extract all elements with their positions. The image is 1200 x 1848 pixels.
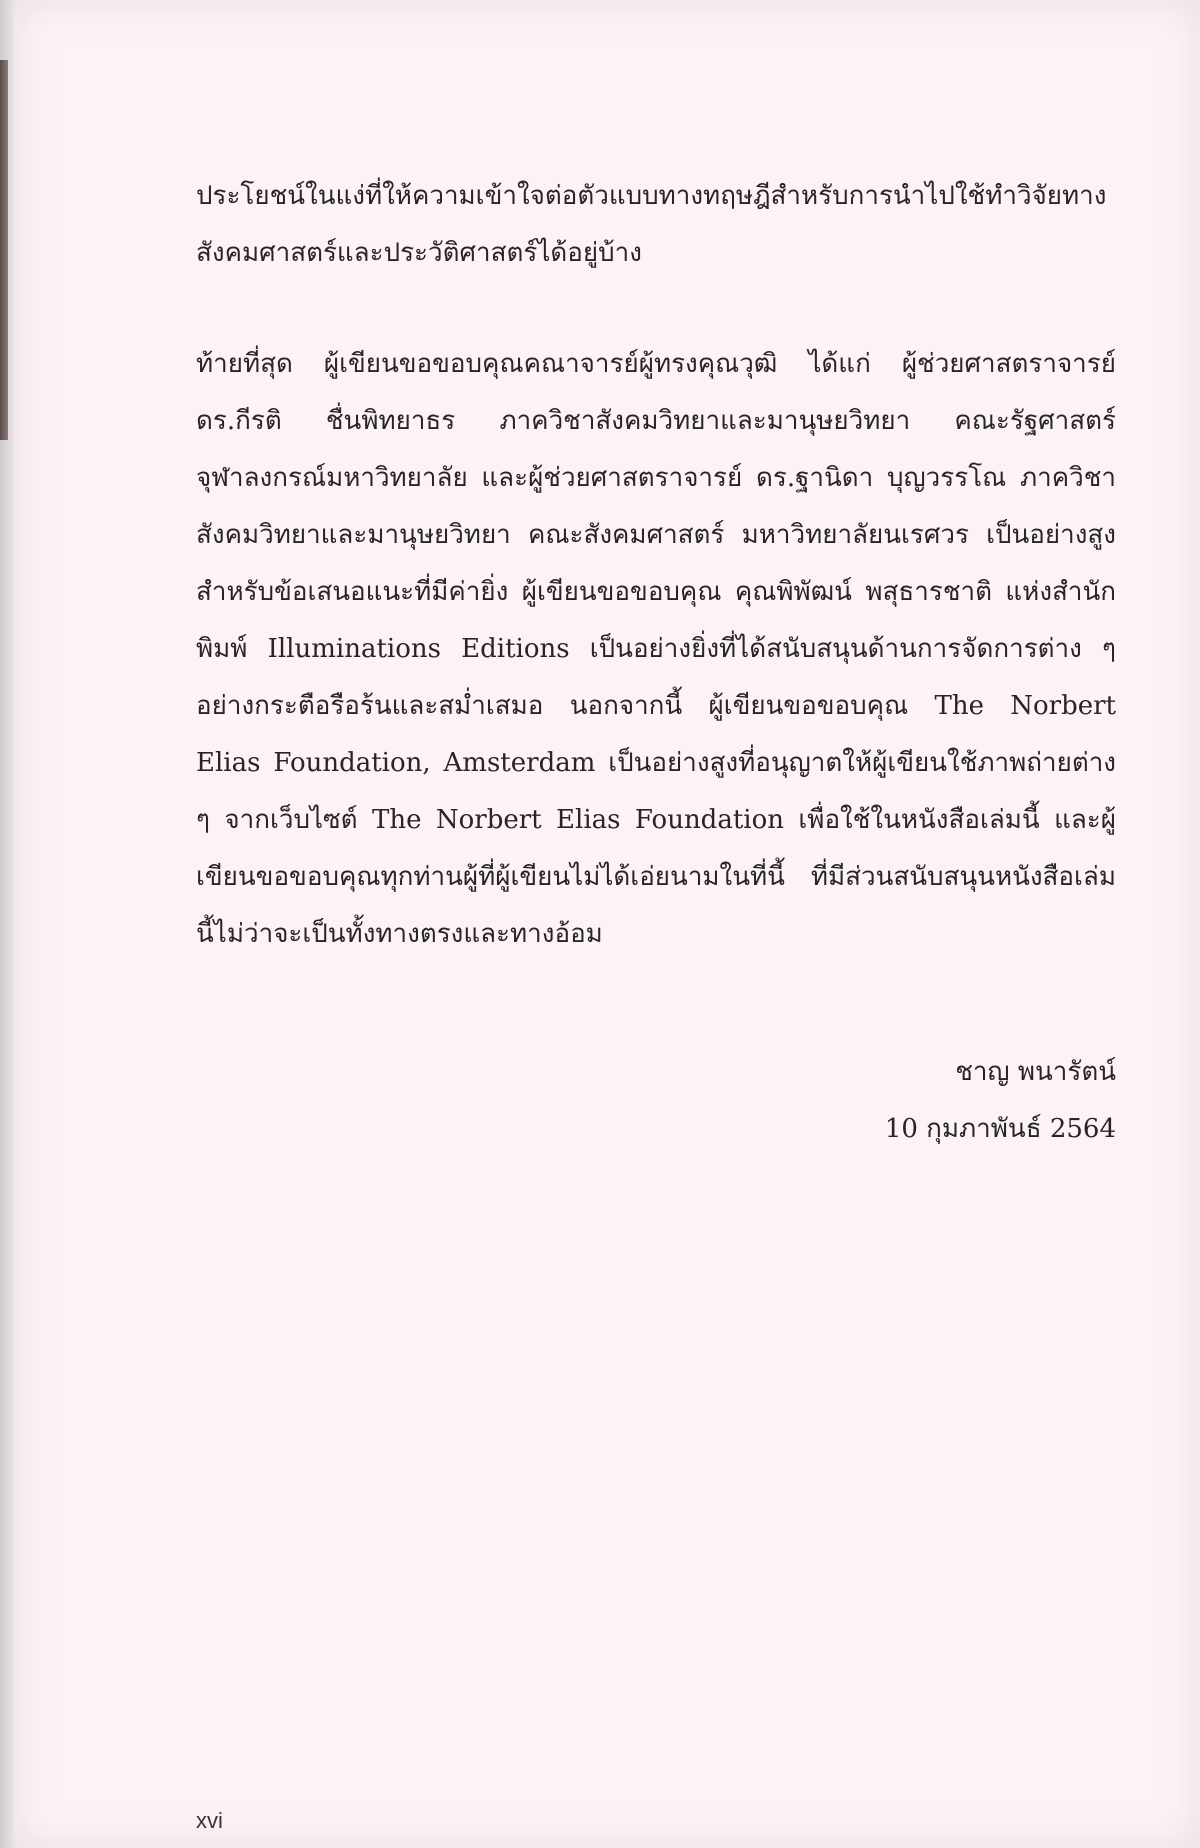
page-body bbox=[196, 168, 1116, 963]
paragraph-2: ท้ายที่สุด ผู้เขียนขอขอบคุณคณาจารย์ผู้ทรงคุณวุฒิ ได้แก่ ผู้ช่วยศาสตราจารย์ ดร.กีรติ ชื่นพิทยาธร ภาควิชาสังคมวิทยาและมานุษยวิทยา คณะรัฐศาสตร์ จุฬาลงกรณ์มหาวิทยาลัย และผู้ช่วยศาสตราจารย์ ดร.ฐานิดา บุญวรรโณ ภาควิชาสังคมวิทยาและมานุษยวิทยา คณะสังคมศาสตร์ มหาวิทยาลัยนเรศวร เป็นอย่างสูงสำหรับข้อเสนอแนะที่มีค่ายิ่ง ผู้เขียนขอขอบคุณ คุณพิพัฒน์ พสุธารชาติ แห่งสำนักพิมพ์ Illuminations Editions เป็นอย่างยิ่งที่ได้สนับสนุนด้านการจัดการต่าง ๆ อย่างกระตือรือร้นและสม่ำเสมอ นอกจากนี้ ผู้เขียนขอขอบคุณ The Norbert Elias Foundation, Amsterdam เป็นอย่างสูงที่อนุญาตให้ผู้เขียนใช้ภาพถ่ายต่าง ๆ จากเว็บไซต์ The Norbert Elias Foundation เพื่อใช้ในหนังสือเล่มนี้ และผู้เขียนขอขอบคุณทุกท่านผู้ที่ผู้เขียนไม่ได้เอ่ยนามในที่นี้ ที่มีส่วนสนับสนุนหนังสือเล่มนี้ไม่ว่าจะเป็นทั้งทางตรงและทางอ้อม bbox=[196, 349, 1116, 949]
paragraph-1: ประโยชน์ในแง่ที่ให้ความเข้าใจต่อตัวแบบทางทฤษฎีสำหรับการนำไปใช้ทำวิจัยทางสังคมศาสตร์และประวัติศาสตร์ได้อยู่บ้าง bbox=[196, 181, 1107, 268]
book-spine-shadow bbox=[0, 60, 8, 440]
signature-date: 10 กุมภาพันธ์ 2564 bbox=[884, 1114, 1116, 1144]
page-number: xvi bbox=[196, 1808, 223, 1833]
paragraph-spacer bbox=[196, 282, 1116, 336]
signature-name: ชาญ พนารัตน์ bbox=[955, 1057, 1116, 1087]
